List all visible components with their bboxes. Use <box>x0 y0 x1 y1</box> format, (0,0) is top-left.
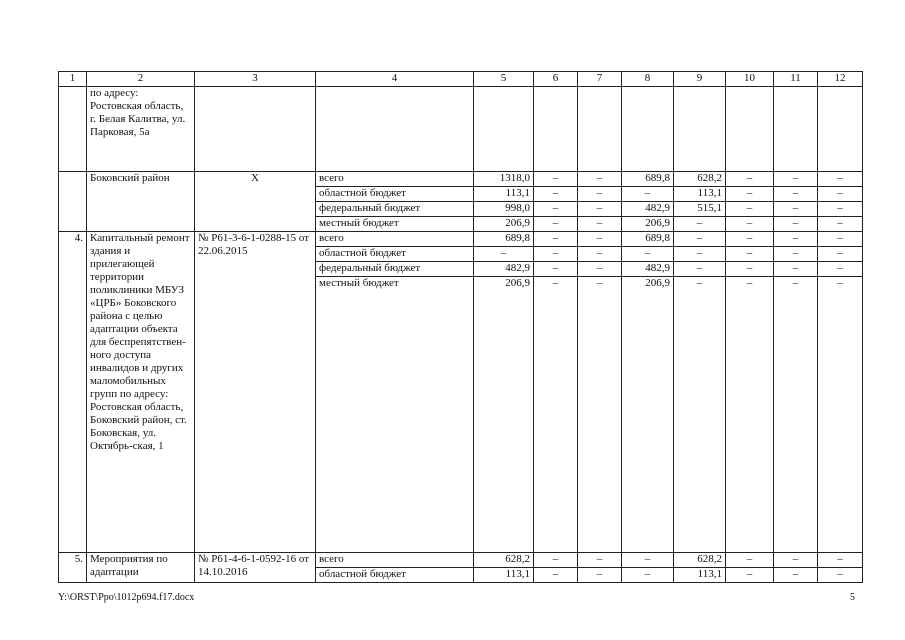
value-cell: – <box>726 262 774 277</box>
project-name: Мероприятия по адаптации <box>87 553 195 583</box>
value-cell: – <box>622 247 674 262</box>
page-number: 5 <box>850 592 855 603</box>
value-cell: – <box>818 247 863 262</box>
cell <box>818 87 863 172</box>
value-cell: – <box>622 568 674 583</box>
budget-label: федеральный бюджет <box>316 262 474 277</box>
col-header: 2 <box>87 72 195 87</box>
value-cell: – <box>578 217 622 232</box>
value-cell: – <box>774 232 818 247</box>
value-cell: 628,2 <box>674 172 726 187</box>
value-cell: – <box>578 232 622 247</box>
value-cell: – <box>818 553 863 568</box>
col-header: 5 <box>474 72 534 87</box>
value-cell: – <box>774 568 818 583</box>
value-cell: – <box>818 217 863 232</box>
value-cell: – <box>534 202 578 217</box>
cell <box>316 87 474 172</box>
table-row <box>59 172 863 187</box>
value-cell: – <box>578 247 622 262</box>
cell <box>674 87 726 172</box>
col-header: 9 <box>674 72 726 87</box>
value-cell: 206,9 <box>474 277 534 553</box>
budget-label: областной бюджет <box>316 187 474 202</box>
table-row <box>59 232 863 247</box>
value-cell: 206,9 <box>622 277 674 553</box>
value-cell: – <box>534 553 578 568</box>
cell <box>534 87 578 172</box>
col-header: 4 <box>316 72 474 87</box>
value-cell: 628,2 <box>674 553 726 568</box>
cell <box>622 87 674 172</box>
col-header: 10 <box>726 72 774 87</box>
value-cell: – <box>726 247 774 262</box>
file-path: Y:\ORST\Ppo\1012p694.f17.docx <box>58 592 195 603</box>
value-cell: – <box>578 568 622 583</box>
document-ref: № Р61-3-6-1-0288-15 от 22.06.2015 <box>195 232 316 553</box>
value-cell: – <box>578 187 622 202</box>
value-cell: – <box>534 568 578 583</box>
mark-cell: X <box>195 172 316 232</box>
value-cell: – <box>726 202 774 217</box>
value-cell: – <box>578 172 622 187</box>
value-cell: – <box>534 172 578 187</box>
value-cell: – <box>578 262 622 277</box>
value-cell: – <box>818 172 863 187</box>
value-cell: – <box>578 202 622 217</box>
cell <box>59 172 87 232</box>
value-cell: – <box>622 553 674 568</box>
value-cell: 113,1 <box>474 187 534 202</box>
value-cell: – <box>774 172 818 187</box>
value-cell: 113,1 <box>474 568 534 583</box>
value-cell: – <box>578 277 622 553</box>
row-index: 5. <box>59 553 87 583</box>
value-cell: – <box>534 187 578 202</box>
value-cell: 1318,0 <box>474 172 534 187</box>
value-cell: 628,2 <box>474 553 534 568</box>
value-cell: – <box>726 568 774 583</box>
value-cell: – <box>774 247 818 262</box>
value-cell: 689,8 <box>622 232 674 247</box>
value-cell: – <box>726 187 774 202</box>
address-cell: по адресу: Ростовская область, г. Белая Калитва, ул. Парковая, 5а <box>87 87 195 172</box>
value-cell: 998,0 <box>474 202 534 217</box>
budget-label: областной бюджет <box>316 568 474 583</box>
value-cell: – <box>674 277 726 553</box>
value-cell: 113,1 <box>674 187 726 202</box>
budget-label: всего <box>316 172 474 187</box>
budget-table <box>58 71 863 583</box>
value-cell: 206,9 <box>474 217 534 232</box>
value-cell: – <box>674 232 726 247</box>
col-header: 11 <box>774 72 818 87</box>
value-cell: – <box>774 202 818 217</box>
value-cell: – <box>474 247 534 262</box>
document-ref: № Р61-4-6-1-0592-16 от 14.10.2016 <box>195 553 316 583</box>
budget-label: федеральный бюджет <box>316 202 474 217</box>
cell <box>578 87 622 172</box>
value-cell: – <box>774 553 818 568</box>
value-cell: – <box>774 217 818 232</box>
value-cell: – <box>726 553 774 568</box>
value-cell: – <box>622 187 674 202</box>
value-cell: – <box>818 568 863 583</box>
value-cell: – <box>774 277 818 553</box>
cell <box>774 87 818 172</box>
col-header: 6 <box>534 72 578 87</box>
value-cell: – <box>674 262 726 277</box>
cell <box>59 87 87 172</box>
value-cell: – <box>774 262 818 277</box>
col-header: 3 <box>195 72 316 87</box>
col-header: 1 <box>59 72 87 87</box>
value-cell: – <box>534 277 578 553</box>
value-cell: – <box>534 217 578 232</box>
project-name: Капитальный ремонт здания и прилегающей территории поликлиники МБУЗ «ЦРБ» Боковского района с целью адаптации объекта для беспрепятствен-ного доступа инвалидов и других маломобильных групп по адресу: Ростовская область, Боковский район, ст. Боковская, ул. Октябрь-ская, 1 <box>87 232 195 553</box>
value-cell: – <box>726 232 774 247</box>
cell <box>726 87 774 172</box>
value-cell: – <box>774 187 818 202</box>
value-cell: – <box>534 262 578 277</box>
table-row <box>59 87 863 172</box>
value-cell: 482,9 <box>622 262 674 277</box>
value-cell: 113,1 <box>674 568 726 583</box>
value-cell: – <box>818 202 863 217</box>
value-cell: – <box>674 217 726 232</box>
table-row <box>59 553 863 568</box>
value-cell: – <box>534 247 578 262</box>
value-cell: – <box>726 172 774 187</box>
value-cell: – <box>578 553 622 568</box>
cell <box>195 87 316 172</box>
budget-label: всего <box>316 232 474 247</box>
budget-label: областной бюджет <box>316 247 474 262</box>
cell <box>474 87 534 172</box>
value-cell: 689,8 <box>474 232 534 247</box>
value-cell: – <box>818 277 863 553</box>
value-cell: 206,9 <box>622 217 674 232</box>
budget-label: местный бюджет <box>316 217 474 232</box>
value-cell: – <box>726 277 774 553</box>
header-row <box>59 72 863 87</box>
value-cell: – <box>726 217 774 232</box>
value-cell: 482,9 <box>622 202 674 217</box>
value-cell: – <box>818 262 863 277</box>
value-cell: 482,9 <box>474 262 534 277</box>
district-name: Боковский район <box>87 172 195 232</box>
value-cell: – <box>534 232 578 247</box>
col-header: 7 <box>578 72 622 87</box>
value-cell: 515,1 <box>674 202 726 217</box>
budget-label: местный бюджет <box>316 277 474 553</box>
value-cell: 689,8 <box>622 172 674 187</box>
col-header: 12 <box>818 72 863 87</box>
budget-label: всего <box>316 553 474 568</box>
value-cell: – <box>674 247 726 262</box>
row-index: 4. <box>59 232 87 553</box>
col-header: 8 <box>622 72 674 87</box>
value-cell: – <box>818 232 863 247</box>
value-cell: – <box>818 187 863 202</box>
